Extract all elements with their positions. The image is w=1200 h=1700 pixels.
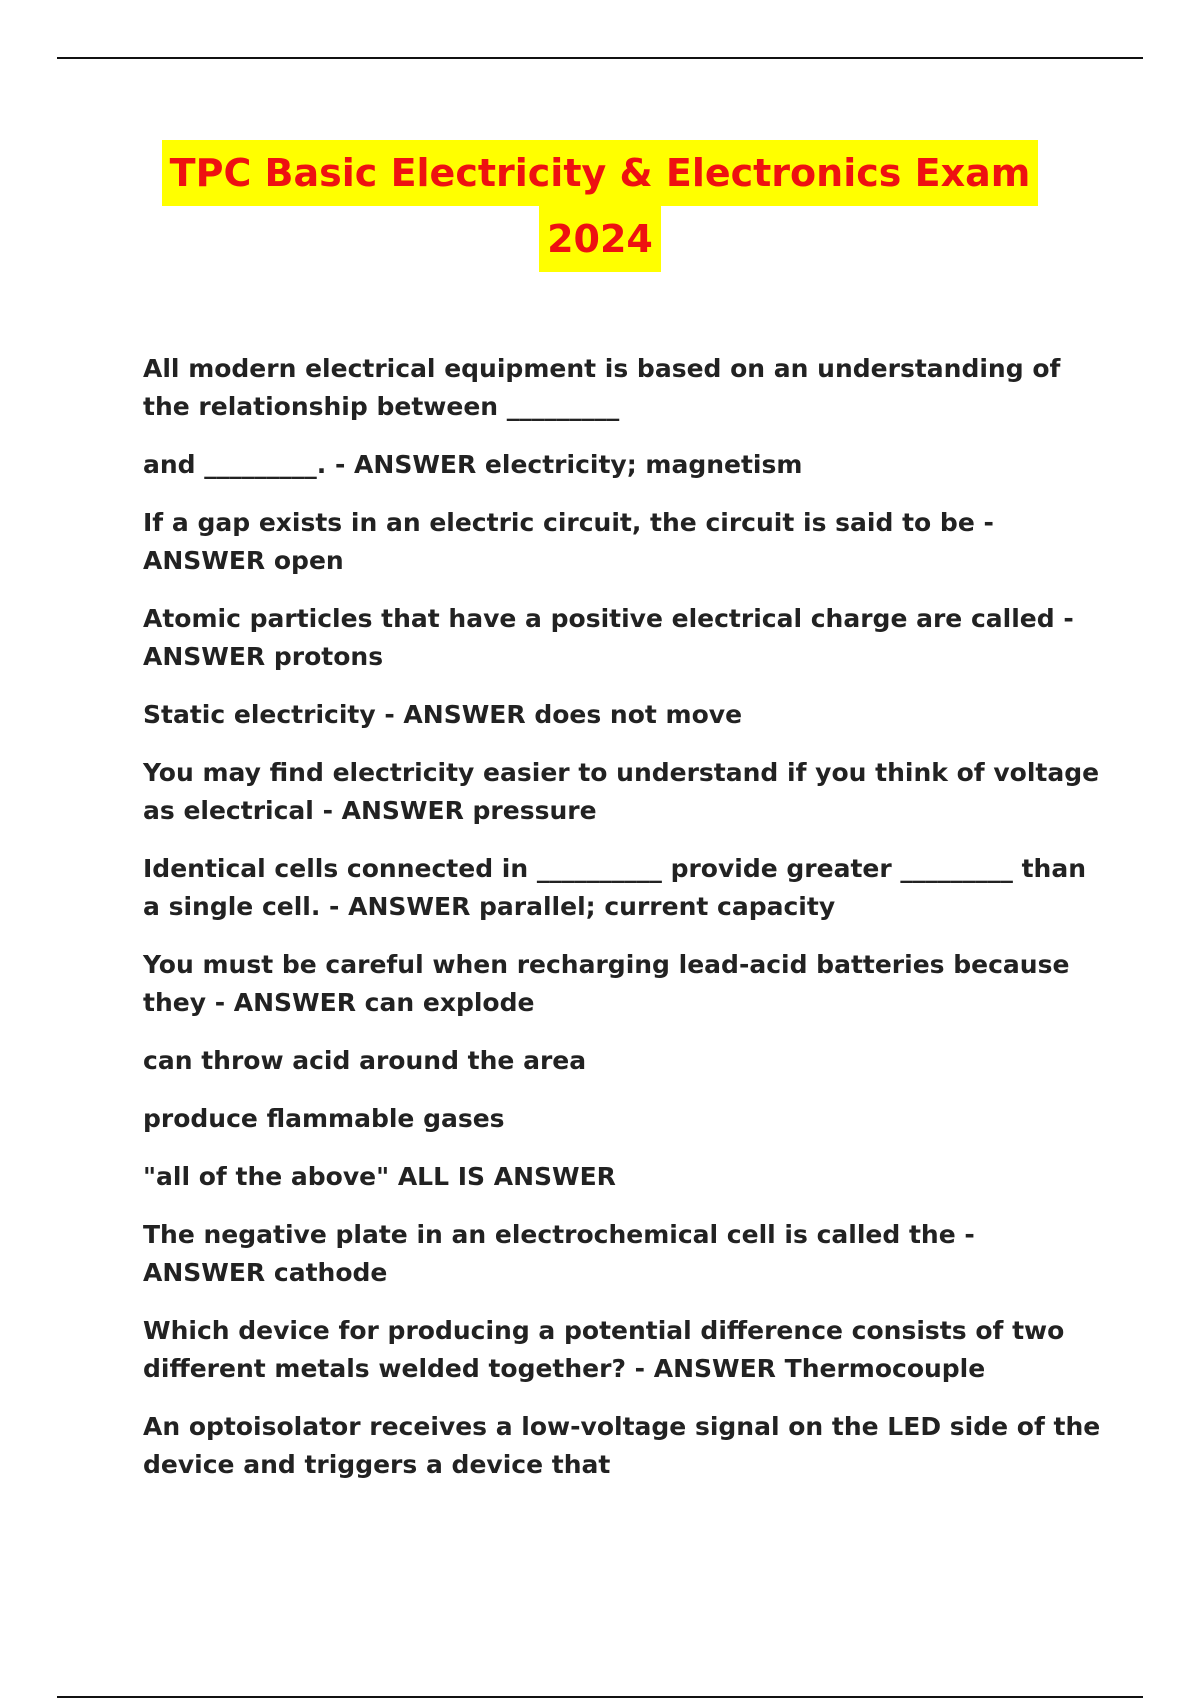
- title-line-1: TPC Basic Electricity & Electronics Exam: [162, 140, 1039, 206]
- question-paragraph: All modern electrical equipment is based on an understanding of the relationship between _________: [143, 354, 1061, 421]
- question-paragraph: You must be careful when recharging lead-acid batteries because they - ANSWER can explode: [143, 950, 1070, 1017]
- question-paragraph: "all of the above" ALL IS ANSWER: [143, 1162, 616, 1191]
- question-list: [143, 350, 1103, 1504]
- question-paragraph: produce flammable gases: [143, 1104, 505, 1133]
- title-line-2: 2024: [539, 206, 661, 272]
- question-paragraph: can throw acid around the area: [143, 1046, 587, 1075]
- header-rule: [57, 57, 1143, 59]
- question-paragraph: Identical cells connected in __________ provide greater _________ than a single cell. - ANSWER parallel; current capacity: [143, 854, 1087, 921]
- footer-rule: [57, 1696, 1143, 1698]
- question-paragraph: If a gap exists in an electric circuit, the circuit is said to be - ANSWER open: [143, 508, 994, 575]
- question-paragraph: The negative plate in an electrochemical cell is called the - ANSWER cathode: [143, 1220, 975, 1287]
- question-paragraph: An optoisolator receives a low-voltage signal on the LED side of the device and triggers a device that: [143, 1412, 1101, 1479]
- question-paragraph: Atomic particles that have a positive electrical charge are called - ANSWER protons: [143, 604, 1074, 671]
- question-paragraph: Static electricity - ANSWER does not move: [143, 700, 743, 729]
- document-title: [0, 140, 1200, 272]
- question-paragraph: You may find electricity easier to understand if you think of voltage as electrical - ANSWER pressure: [143, 758, 1100, 825]
- question-paragraph: and _________. - ANSWER electricity; magnetism: [143, 450, 803, 479]
- question-paragraph: Which device for producing a potential difference consists of two different metals welded together? - ANSWER Thermocouple: [143, 1316, 1065, 1383]
